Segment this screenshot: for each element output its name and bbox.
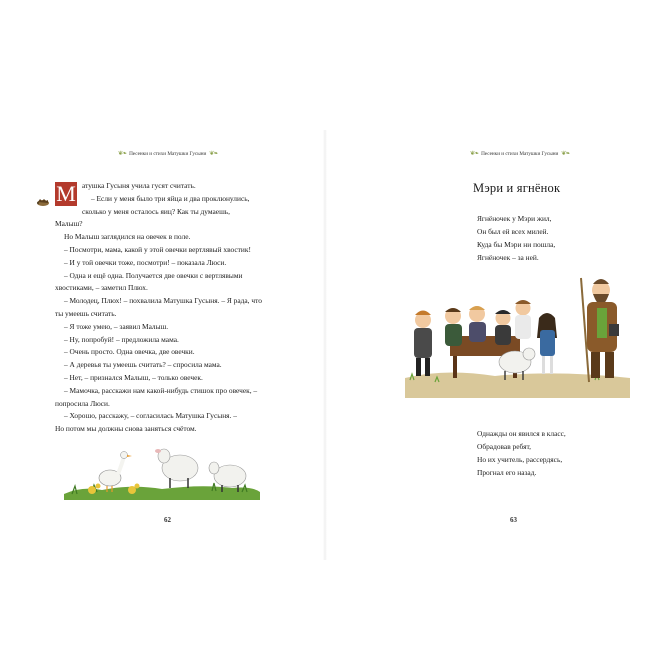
story-line: – Если у меня было три яйца и два проклюнулись,: [91, 193, 250, 203]
story-line: – А деревья ты умеешь считать? – спросила мама.: [64, 360, 222, 370]
poem-stanza: [477, 212, 555, 264]
story-line: – Очень просто. Одна овечка, две овечки.: [64, 347, 195, 357]
poem-line: Ягнёночек у Мэри жил,: [477, 214, 552, 223]
poem-line: Однажды он явился в класс,: [477, 429, 566, 438]
hedgehog-illustration: [36, 198, 50, 206]
page-number: 62: [164, 516, 171, 524]
poem-stanza: [477, 427, 566, 479]
story-line: – Хорошо, расскажу, – согласилась Матушка Гусыня. –: [64, 411, 237, 421]
poem-line: Он был ей всех милей.: [477, 227, 549, 236]
story-line: – Молодец, Плюх! – похвалила Матушка Гусыня. – Я рада, что: [64, 296, 262, 306]
story-line: Но Малыш заглядился на овечек в поле.: [64, 232, 191, 242]
geese-and-sheep-illustration: [62, 434, 262, 504]
running-header-left: [118, 150, 217, 157]
story-line: Но потом мы должны снова заняться счётом.: [55, 424, 197, 434]
story-line: ты умеешь считать.: [55, 308, 117, 318]
story-line: – И у той овечки тоже, посмотри! – показала Люси.: [64, 257, 227, 267]
ornament-icon: ❦❧: [561, 151, 570, 157]
story-line: – Одна и ещё одна. Получается две овечки с вертлявыми: [64, 270, 243, 280]
story-line: сколько у меня осталось яиц? Как ты думаешь,: [82, 206, 230, 216]
story-line: атушка Гусыня учила гусят считать.: [82, 181, 196, 190]
poem-line: Обрадовав ребят,: [477, 442, 532, 451]
story-line: хвостиками, – заметил Плюх.: [55, 283, 148, 293]
story-line: – Посмотри, мама, какой у этой овечки вертлявый хвостик!: [64, 244, 251, 254]
right-page: [325, 0, 650, 650]
poem-line: Куда бы Мэри ни пошла,: [477, 240, 556, 249]
story-line: Малыш?: [55, 219, 83, 229]
drop-cap: М: [56, 181, 76, 206]
poem-line: Прогнал его назад.: [477, 468, 537, 477]
poem-line: Но их учитель, рассердясь,: [477, 455, 563, 464]
poem-line: Ягнёночек – за ней.: [477, 253, 539, 262]
story-line: – Мамочка, расскажи нам какой-нибудь стишок про овечек, –: [64, 385, 258, 395]
running-header-text: Песенки и стихи Матушки Гусыни: [129, 150, 207, 157]
running-header-right: [470, 150, 569, 157]
running-header-text: Песенки и стихи Матушки Гусыни: [481, 150, 559, 157]
ornament-icon: ❦❧: [470, 151, 479, 157]
story-line: – Ну, попробуй! – предложила мама.: [64, 334, 179, 344]
ornament-icon: ❦❧: [118, 151, 127, 157]
story-line: – Нет, – признался Малыш, – только овечек.: [64, 372, 203, 382]
classroom-illustration: [405, 258, 630, 398]
story-line: – Я тоже умею, – заявил Малыш.: [64, 321, 169, 331]
page-number: 63: [510, 516, 517, 524]
ornament-icon: ❦❧: [209, 151, 218, 157]
story-line: попросила Люси.: [55, 398, 110, 408]
poem-title: Мэри и ягнёнок: [473, 181, 561, 195]
story-text: [55, 180, 287, 436]
